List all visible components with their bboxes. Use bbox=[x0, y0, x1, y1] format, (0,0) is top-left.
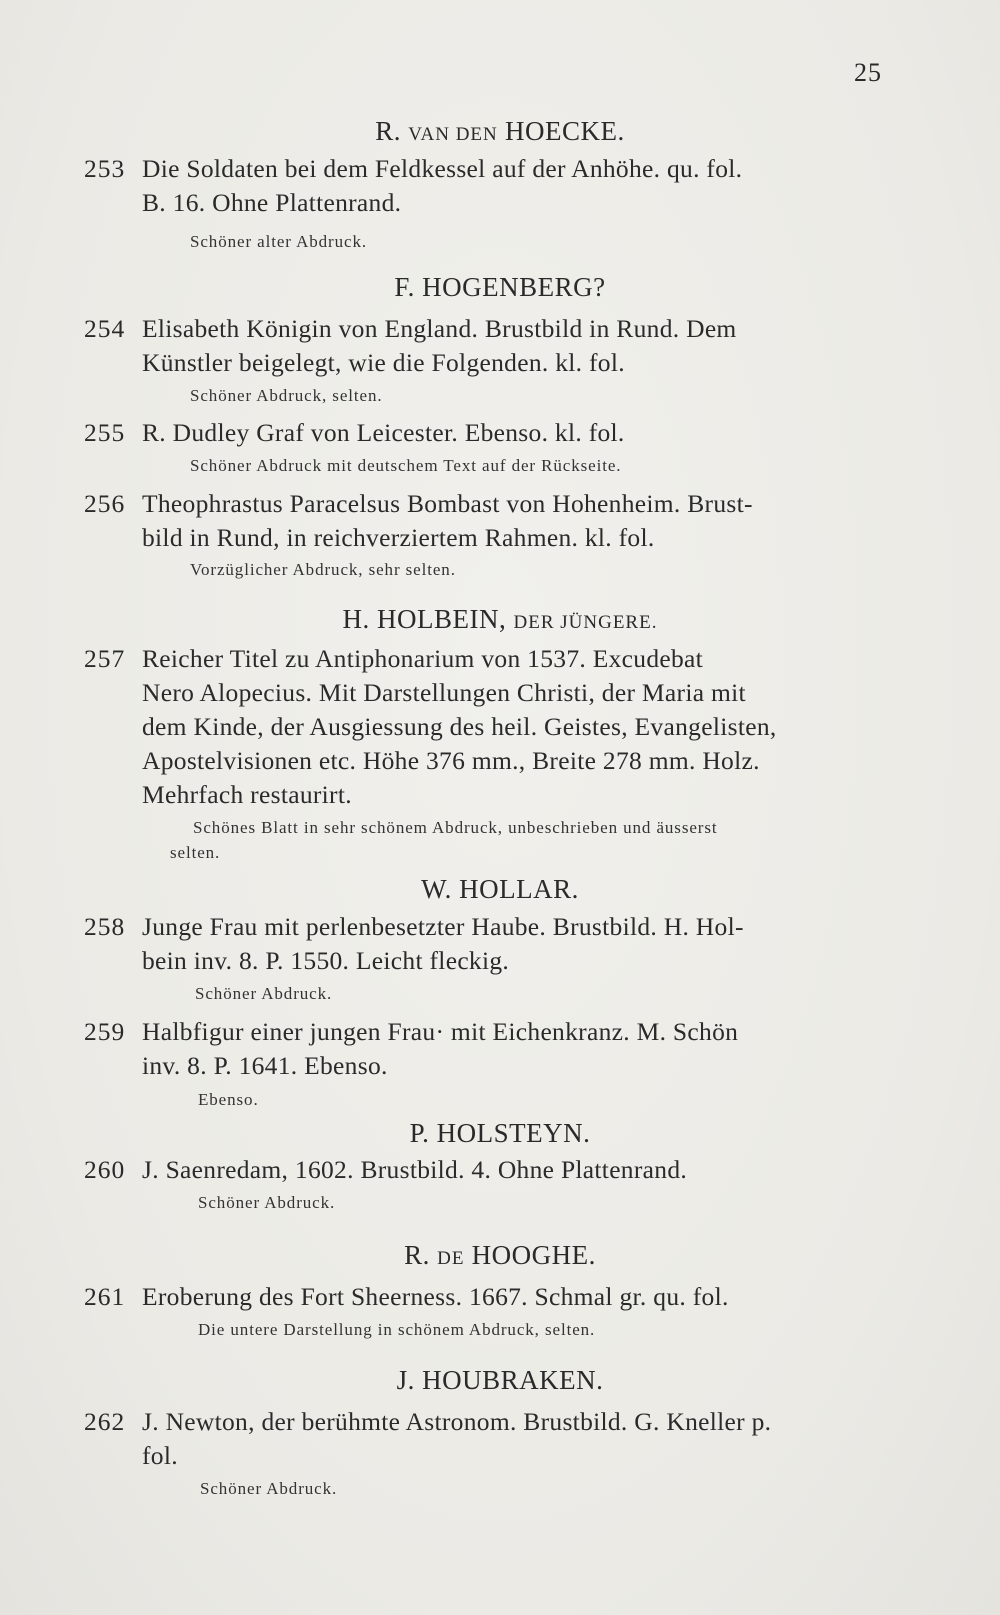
entry-note-262: Schöner Abdruck. bbox=[200, 1479, 338, 1498]
entry-note-253: Schöner alter Abdruck. bbox=[190, 232, 368, 251]
entry-text: Mehrfach restaurirt. bbox=[142, 780, 352, 809]
heading-text: HOOGHE. bbox=[464, 1240, 596, 1270]
heading-text: HOECKE. bbox=[497, 116, 625, 146]
entry-note-256: Vorzüglicher Abdruck, sehr selten. bbox=[190, 560, 456, 579]
entry-text: Elisabeth Königin von England. Brustbild in Rund. Dem bbox=[142, 314, 737, 343]
catalog-entry-262 bbox=[84, 1405, 894, 1473]
entry-text: bild in Rund, in reichverziertem Rahmen. kl. fol. bbox=[142, 523, 655, 552]
entry-text: fol. bbox=[142, 1441, 178, 1470]
entry-text: Apostelvisionen etc. Höhe 376 mm., Breite 278 mm. Holz. bbox=[142, 746, 760, 775]
section-heading-holbein bbox=[0, 604, 1000, 635]
entry-text: inv. 8. P. 1641. Ebenso. bbox=[142, 1051, 388, 1080]
catalog-entry-255 bbox=[84, 416, 894, 450]
section-heading-houbraken bbox=[0, 1365, 1000, 1396]
entry-text: Junge Frau mit perlenbesetzter Haube. Brustbild. H. Hol- bbox=[142, 912, 744, 941]
entry-note-255: Schöner Abdruck mit deutschem Text auf der Rückseite. bbox=[190, 456, 622, 475]
catalog-entry-260 bbox=[84, 1153, 894, 1187]
heading-smallcaps: DER JÜNGERE. bbox=[513, 612, 658, 633]
entry-text: Reicher Titel zu Antiphonarium von 1537. Excudebat bbox=[142, 644, 704, 673]
heading-text: R. bbox=[404, 1240, 438, 1270]
heading-text: J. HOUBRAKEN. bbox=[396, 1365, 604, 1395]
entry-text: R. Dudley Graf von Leicester. Ebenso. kl. fol. bbox=[142, 418, 625, 447]
entry-note-258: Schöner Abdruck. bbox=[195, 984, 333, 1003]
entry-note-261: Die untere Darstellung in schönem Abdruck, selten. bbox=[198, 1320, 596, 1339]
catalog-entry-256 bbox=[84, 487, 894, 555]
catalog-entry-254 bbox=[84, 312, 894, 380]
entry-number: 260 bbox=[84, 1155, 126, 1184]
entry-text: Eroberung des Fort Sheerness. 1667. Schmal gr. qu. fol. bbox=[142, 1282, 729, 1311]
entry-note-257-cont: selten. bbox=[170, 843, 221, 862]
heading-text: W. HOLLAR. bbox=[421, 874, 579, 904]
catalog-entry-261 bbox=[84, 1280, 894, 1314]
entry-number: 262 bbox=[84, 1407, 126, 1436]
entry-text: Die Soldaten bei dem Feldkessel auf der Anhöhe. qu. fol. bbox=[142, 154, 743, 183]
entry-text: Künstler beigelegt, wie die Folgenden. kl. fol. bbox=[142, 348, 625, 377]
section-heading-holsteyn bbox=[0, 1118, 1000, 1149]
entry-number: 259 bbox=[84, 1017, 126, 1046]
entry-text: Nero Alopecius. Mit Darstellungen Christi, der Maria mit bbox=[142, 678, 746, 707]
page-number: 25 bbox=[854, 58, 882, 87]
heading-text: R. bbox=[375, 116, 409, 146]
entry-number: 256 bbox=[84, 489, 126, 518]
entry-text: dem Kinde, der Ausgiessung des heil. Geistes, Evangelisten, bbox=[142, 712, 777, 741]
entry-note-259: Ebenso. bbox=[198, 1090, 259, 1109]
entry-number: 254 bbox=[84, 314, 126, 343]
entry-text: J. Newton, der berühmte Astronom. Brustbild. G. Kneller p. bbox=[142, 1407, 772, 1436]
section-heading-hogenberg bbox=[0, 272, 1000, 303]
entry-note-257: Schönes Blatt in sehr schönem Abdruck, unbeschrieben und äusserst bbox=[193, 818, 718, 837]
entry-text: J. Saenredam, 1602. Brustbild. 4. Ohne Plattenrand. bbox=[142, 1155, 688, 1184]
catalog-entry-259 bbox=[84, 1015, 894, 1083]
entry-note-260: Schöner Abdruck. bbox=[198, 1193, 336, 1212]
entry-number: 257 bbox=[84, 644, 126, 673]
heading-smallcaps: VAN DEN bbox=[408, 124, 498, 145]
entry-number: 258 bbox=[84, 912, 126, 941]
entry-number: 255 bbox=[84, 418, 126, 447]
entry-text: B. 16. Ohne Plattenrand. bbox=[142, 188, 402, 217]
section-heading-hollar bbox=[0, 874, 1000, 905]
heading-smallcaps: DE bbox=[437, 1248, 465, 1269]
section-heading-hoecke bbox=[0, 116, 1000, 147]
entry-text: Halbfigur einer jungen Frau· mit Eichenkranz. M. Schön bbox=[142, 1017, 739, 1046]
entry-text: bein inv. 8. P. 1550. Leicht fleckig. bbox=[142, 946, 510, 975]
catalog-entry-257 bbox=[84, 642, 894, 812]
entry-number: 253 bbox=[84, 154, 126, 183]
heading-text: F. HOGENBERG? bbox=[394, 272, 606, 302]
entry-number: 261 bbox=[84, 1282, 126, 1311]
heading-text: H. HOLBEIN, bbox=[342, 604, 514, 634]
catalog-entry-258 bbox=[84, 910, 894, 978]
entry-text: Theophrastus Paracelsus Bombast von Hohenheim. Brust- bbox=[142, 489, 753, 518]
section-heading-hooghe bbox=[0, 1240, 1000, 1271]
heading-text: P. HOLSTEYN. bbox=[409, 1118, 591, 1148]
entry-note-254: Schöner Abdruck, selten. bbox=[190, 386, 383, 405]
catalog-entry-253 bbox=[84, 152, 894, 220]
